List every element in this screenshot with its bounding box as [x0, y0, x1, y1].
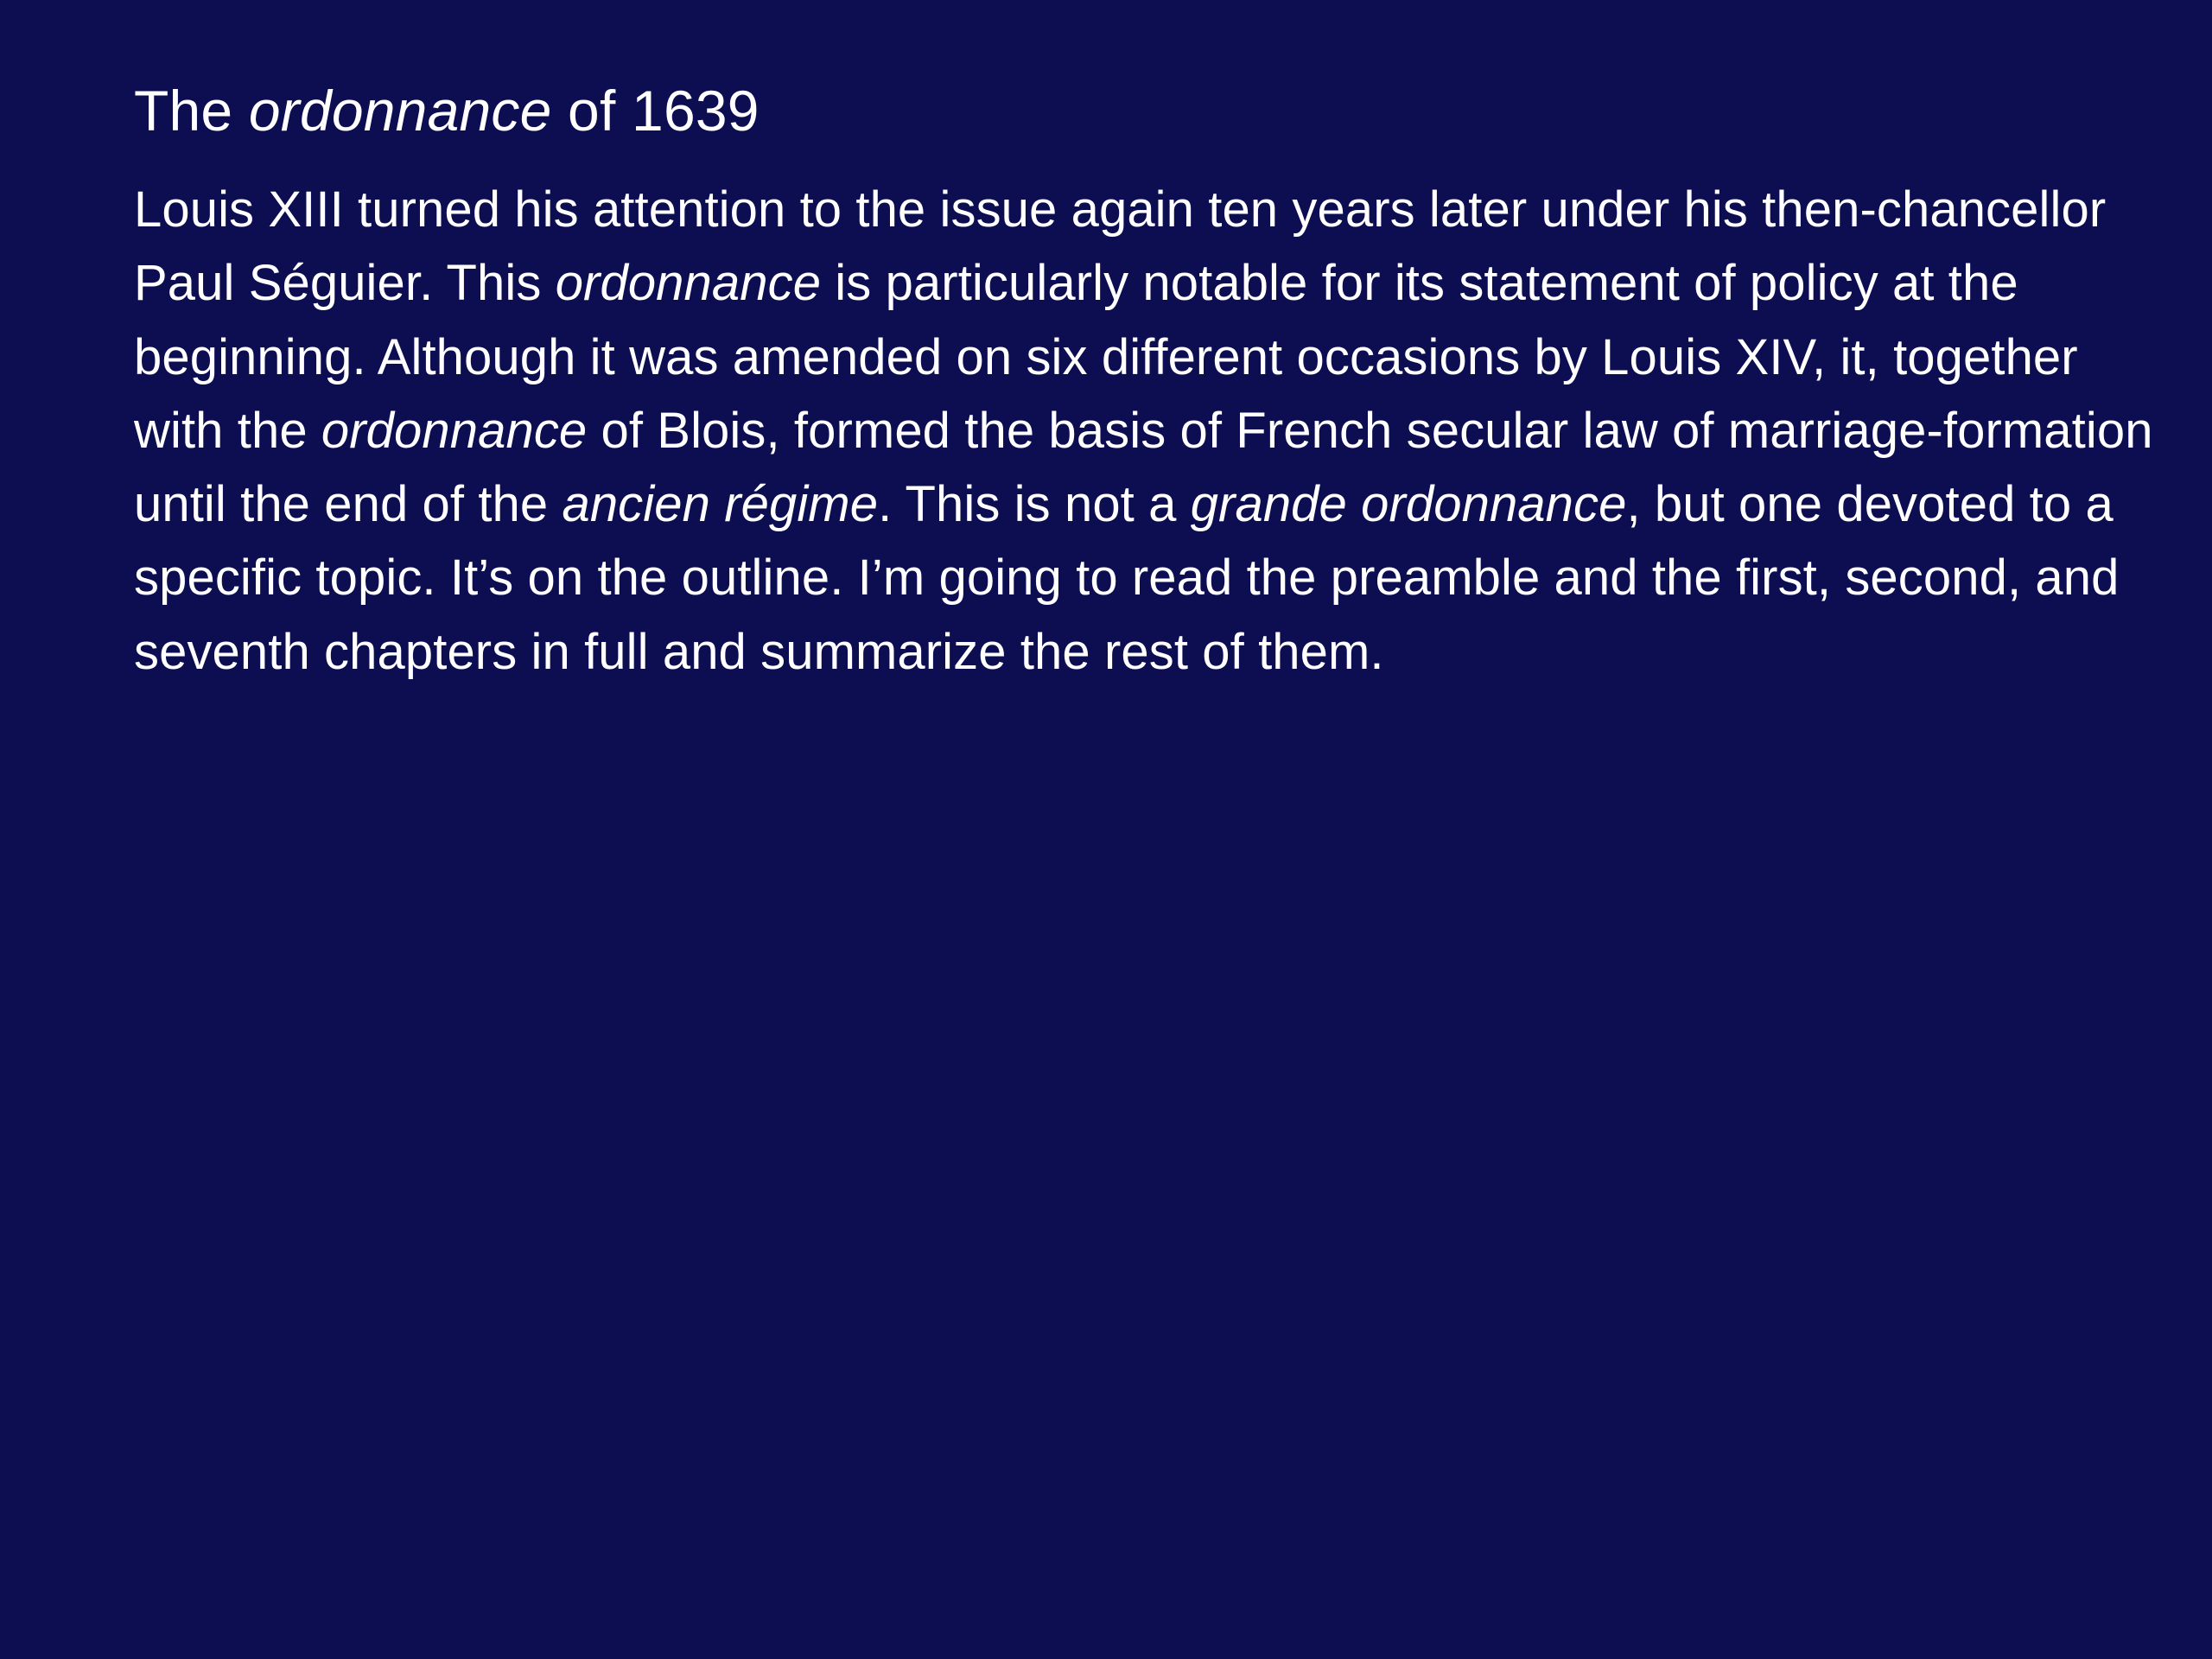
page-title [134, 79, 2121, 143]
title-seg-2: of 1639 [551, 79, 760, 143]
body-seg-0: Louis XIII turned his attention to the issue again ten years later under his then-chancellor Paul Séguier. This [134, 181, 2120, 312]
body-seg-4: of Blois, formed the basis of French secular law of marriage-formation until the end of the [134, 402, 2167, 532]
body-seg-3: ordonnance [321, 402, 588, 459]
body-seg-1: ordonnance [555, 255, 822, 312]
title-seg-1: ordonnance [248, 79, 552, 143]
body-seg-7: grande ordonnance [1190, 476, 1627, 532]
slide-body-text [134, 173, 2167, 689]
body-seg-6: . This is not a [878, 476, 1191, 532]
body-seg-2: is particularly notable for its statement of policy at the beginning. Although it was amended on six different occasions by Louis XIV, it, together with the [134, 255, 2092, 459]
body-seg-8: , but one devoted to a specific topic. It’s on the outline. I’m going to read the preamble and the first, second, and seventh chapters in full and summarize the rest of them. [134, 476, 2133, 680]
body-seg-5: ancien régime [562, 476, 879, 532]
title-seg-0: The [134, 79, 249, 143]
